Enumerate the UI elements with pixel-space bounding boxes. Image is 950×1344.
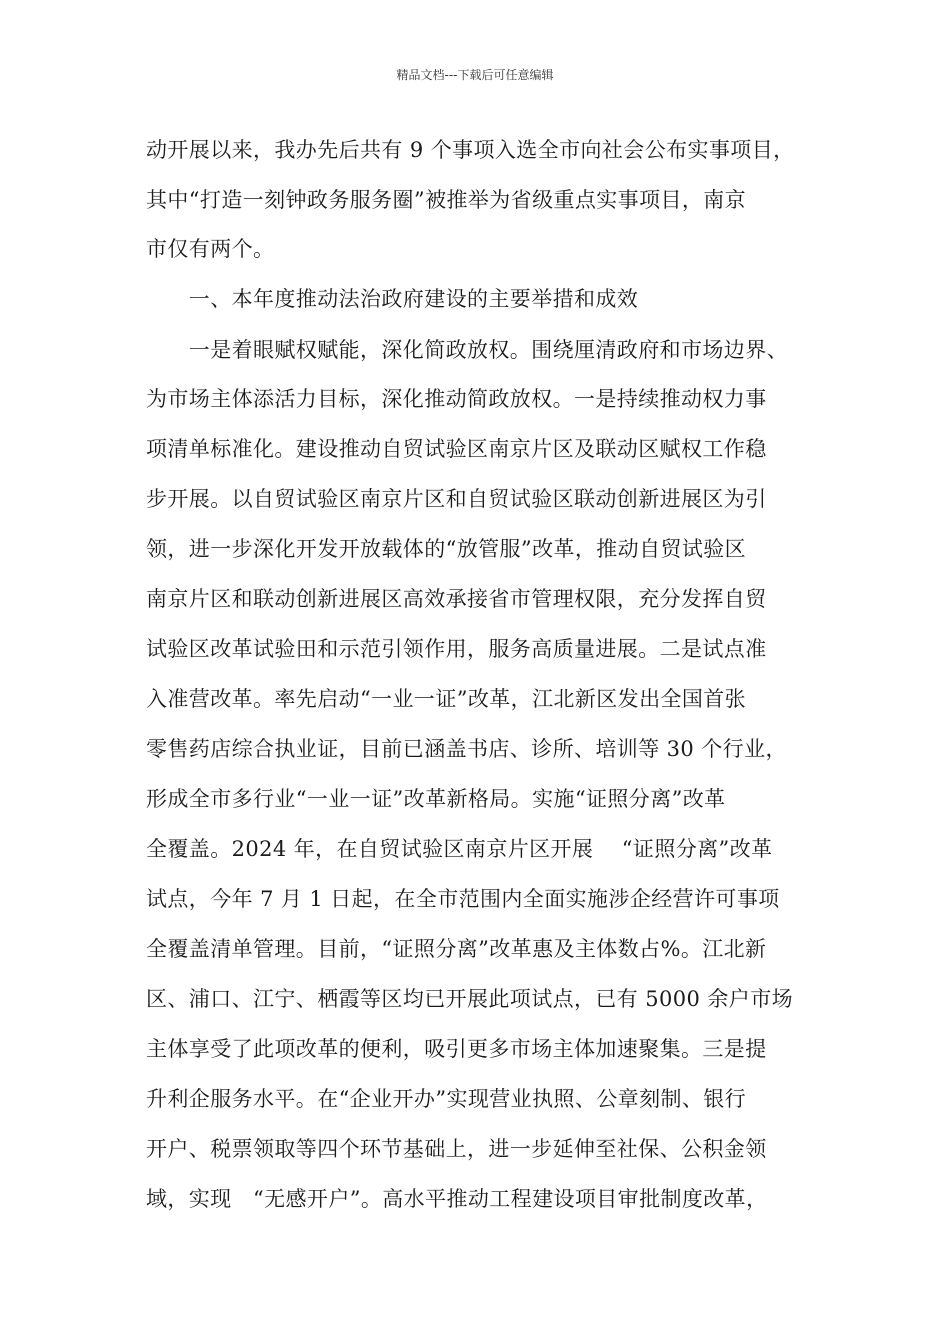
body-line: 主体享受了此项改革的便利，吸引更多市场主体加速聚集。三是提 <box>146 1037 767 1061</box>
body-line: 全覆盖清单管理。目前，“证照分离”改革惠及主体数占%。江北新 <box>146 937 767 961</box>
body-line: 项清单标准化。建设推动自贸试验区南京片区及联动区赋权工作稳 <box>146 437 767 461</box>
body-line: 升利企服务水平。在“企业开办”实现营业执照、公章刻制、银行 <box>146 1087 747 1111</box>
body-line: 其中“打造一刻钟政务服务圈”被推举为省级重点实事项目，南京 <box>146 188 747 212</box>
body-line: 步开展。以自贸试验区南京片区和自贸试验区联动创新进展区为引 <box>146 487 767 511</box>
body-line: 开户、税票领取等四个环节基础上，进一步延伸至社保、公积金领 <box>146 1137 767 1161</box>
body-line: 入准营改革。率先启动“一业一证”改革，江北新区发出全国首张 <box>146 687 747 711</box>
page-header: 精品文档---下载后可任意编辑 <box>396 68 554 82</box>
body-line: 区、浦口、江宁、栖霞等区均已开展此项试点，已有 5000 余户市场 <box>146 987 793 1011</box>
body-line: 试验区改革试验田和示范引领作用，服务高质量进展。二是试点准 <box>146 637 767 661</box>
body-line: 为市场主体添活力目标，深化推动简政放权。一是持续推动权力事 <box>146 387 767 411</box>
body-line: 零售药店综合执业证，目前已涵盖书店、诊所、培训等 30 个行业， <box>146 737 787 761</box>
body-line: 南京片区和联动创新进展区高效承接省市管理权限，充分发挥自贸 <box>146 587 767 611</box>
body-line: 市仅有两个。 <box>146 237 275 261</box>
section-heading: 一、本年度推动法治政府建设的主要举措和成效 <box>146 287 639 311</box>
body-line: 领，进一步深化开发开放载体的“放管服”改革，推动自贸试验区 <box>146 537 747 561</box>
body-line: 全覆盖。2024 年，在自贸试验区南京片区开展 “证照分离”改革 <box>146 837 773 861</box>
body-line: 动开展以来，我办先后共有 9 个事项入选全市向社会公布实事项目， <box>146 138 795 162</box>
body-line: 试点，今年 7 月 1 日起，在全市范围内全面实施涉企经营许可事项 <box>146 887 780 911</box>
body-line: 一是着眼赋权赋能，深化简政放权。围绕厘清政府和市场边界、 <box>146 338 788 362</box>
body-line: 域，实现 “无感开户”。高水平推动工程建设项目审批制度改革， <box>146 1187 768 1211</box>
body-line: 形成全市多行业“一业一证”改革新格局。实施“证照分离”改革 <box>146 787 726 811</box>
